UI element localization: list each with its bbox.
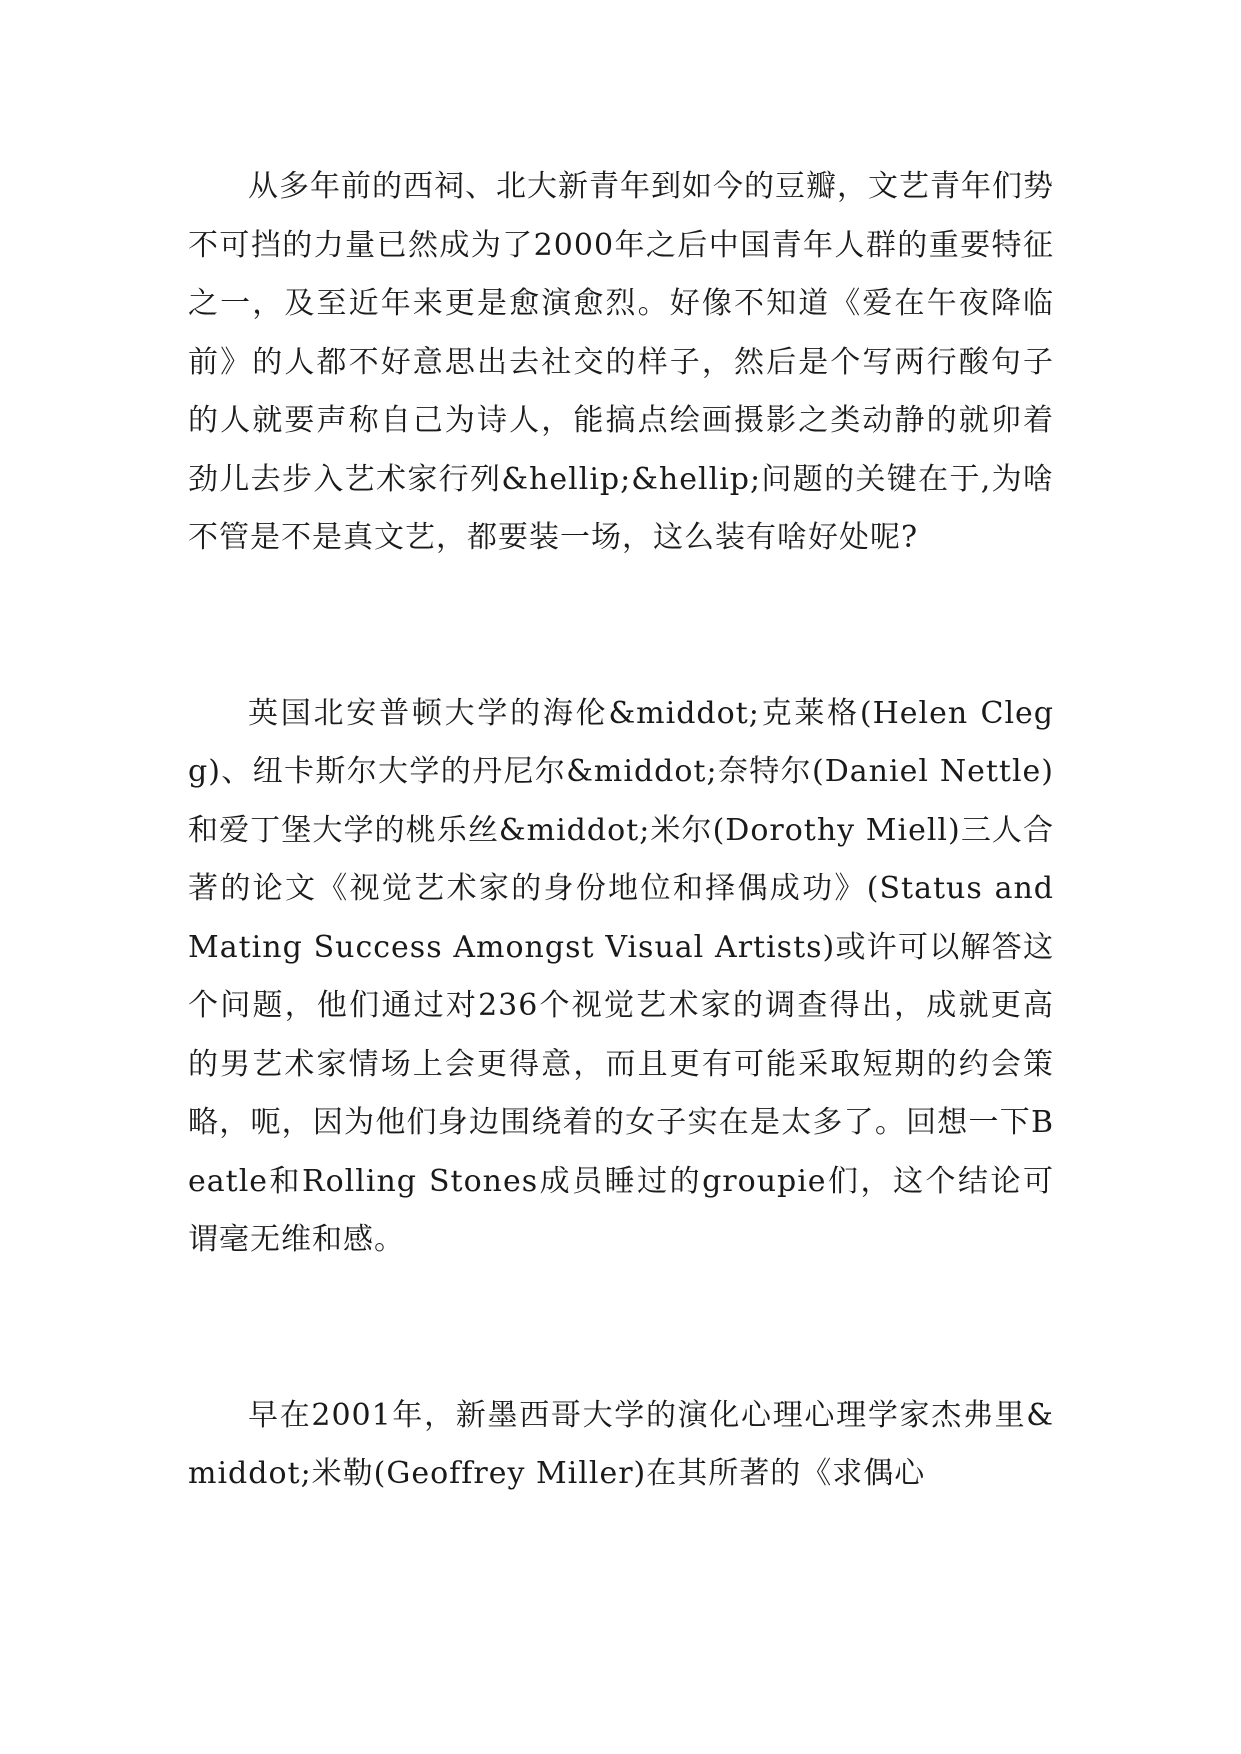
paragraph-3: 早在2001年，新墨西哥大学的演化心理心理学家杰弗里&middot;米勒(Geoffrey Miller)在其所著的《求偶心 bbox=[188, 1397, 1054, 1491]
paragraph-2: 英国北安普顿大学的海伦&middot;克莱格(Helen Clegg)、纽卡斯尔大学的丹尼尔&middot;奈特尔(Daniel Nettle)和爱丁堡大学的桃乐丝&middot;米尔(Dorothy Miell)三人合著的论文《视觉艺术家的身份地位和择偶成功》(Status and Mating Success Amongst Visual Artists)或许可以解答这个问题，他们通过对236个视觉艺术家的调查得出，成就更高的男艺术家情场上会更得意，而且更有可能采取短期的约会策略，呃，因为他们身边围绕着的女子实在是太多了。回想一下Beatle和Rolling Stones成员睡过的groupie们，这个结论可谓毫无维和感。 bbox=[188, 695, 1054, 1257]
article-body bbox=[188, 158, 1054, 1504]
paragraph-1: 从多年前的西祠、北大新青年到如今的豆瓣，文艺青年们势不可挡的力量已然成为了2000年之后中国青年人群的重要特征之一，及至近年来更是愈演愈烈。好像不知道《爱在午夜降临前》的人都不好意思出去社交的样子，然后是个写两行酸句子的人就要声称自己为诗人，能搞点绘画摄影之类动静的就卯着劲儿去步入艺术家行列&hellip;&hellip;问题的关键在于,为啥不管是不是真文艺，都要装一场，这么装有啥好处呢? bbox=[188, 169, 1054, 555]
